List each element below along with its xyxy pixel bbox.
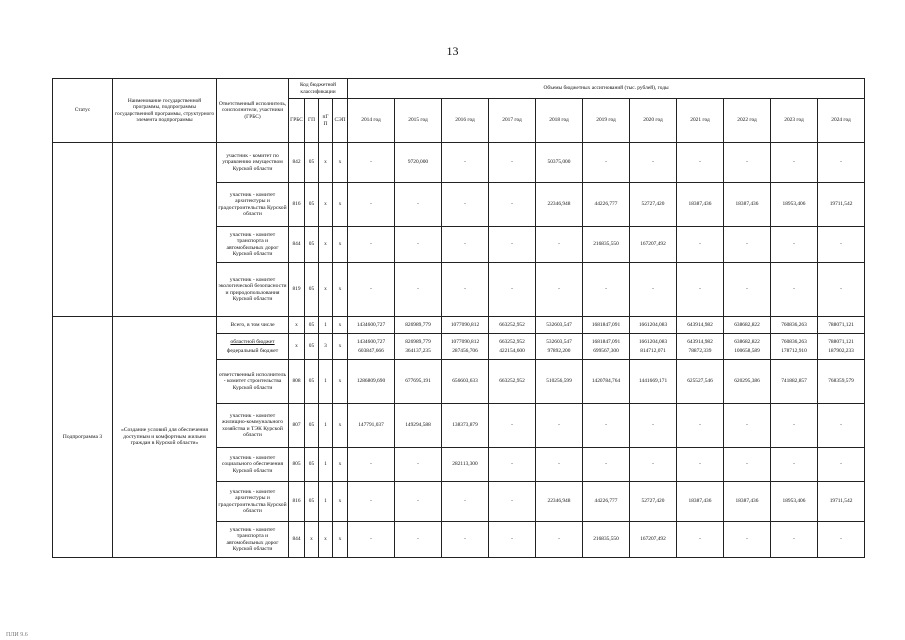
value-regional: 760836,263 [781, 339, 807, 346]
value-cell: - [818, 143, 865, 183]
value-cell: 52727,420 [630, 482, 677, 522]
value-cell: - [724, 522, 771, 558]
value-federal: 187902,233 [828, 347, 854, 354]
value-cell: 44226,777 [583, 482, 630, 522]
footer-mark: ПЛИ 9.6 [6, 632, 28, 638]
value-cell: 510256,599 [536, 360, 583, 404]
code-cell: х [319, 227, 333, 263]
value-cell: - [724, 404, 771, 448]
value-cell-split [395, 334, 442, 360]
value-cell: - [489, 183, 536, 227]
value-cell: - [583, 143, 630, 183]
executor-cell: участник - комитет жилищно-коммунального хозяйства и ТЭК Курской области [217, 404, 289, 448]
code-cell: 1 [319, 404, 333, 448]
code-cell: х [319, 522, 333, 558]
value-regional: 788071,121 [828, 339, 854, 346]
code-cell: 816 [289, 482, 305, 522]
value-cell: 22346,948 [536, 482, 583, 522]
header-year: 2020 год [630, 99, 677, 143]
executor-cell: участник - комитет архитектуры и градостроительства Курской области [217, 482, 289, 522]
value-cell: - [630, 404, 677, 448]
executor-cell: Всего, в том числе [217, 317, 289, 334]
value-cell: - [630, 143, 677, 183]
value-cell: 638682,822 [724, 317, 771, 334]
value-cell: - [395, 227, 442, 263]
value-cell: 138373,879 [442, 404, 489, 448]
value-cell: - [724, 143, 771, 183]
value-cell: - [724, 448, 771, 482]
value-cell: - [724, 227, 771, 263]
header-amount-group: Объемы бюджетных ассигнований (тыс. рублей), годы [348, 79, 865, 99]
value-cell: - [442, 482, 489, 522]
code-cell: х [333, 522, 348, 558]
value-cell: - [818, 448, 865, 482]
value-cell: 1434600,727 [348, 317, 395, 334]
code-cell: х [333, 482, 348, 522]
value-cell: - [348, 227, 395, 263]
subprogram-name: «Создание условий для обеспечения доступным и комфортным жильем граждан в Курской области» [113, 317, 217, 558]
code-cell: 842 [289, 143, 305, 183]
value-cell: - [442, 183, 489, 227]
value-cell: - [489, 263, 536, 317]
value-cell: - [771, 404, 818, 448]
value-cell: 9720,000 [395, 143, 442, 183]
code-cell: 816 [289, 183, 305, 227]
header-code: ГРБС [289, 99, 305, 143]
value-cell: - [818, 522, 865, 558]
value-cell: 18387,436 [677, 183, 724, 227]
value-cell: 18953,406 [771, 482, 818, 522]
value-cell: 768359,579 [818, 360, 865, 404]
value-cell: - [442, 227, 489, 263]
value-cell: - [677, 404, 724, 448]
header-year: 2019 год [583, 99, 630, 143]
value-cell: 741882,857 [771, 360, 818, 404]
code-cell: 807 [289, 404, 305, 448]
value-federal: 814712,071 [640, 347, 666, 354]
value-cell: 216835,550 [583, 522, 630, 558]
value-cell: - [395, 482, 442, 522]
code-cell: х [333, 334, 348, 360]
code-cell: 844 [289, 227, 305, 263]
value-cell-split [536, 334, 583, 360]
value-cell: - [771, 143, 818, 183]
code-cell: 05 [305, 143, 319, 183]
code-cell: 05 [305, 334, 319, 360]
value-cell: 19711,542 [818, 183, 865, 227]
code-cell: х [319, 143, 333, 183]
value-cell: 52727,420 [630, 183, 677, 227]
value-cell: - [536, 263, 583, 317]
value-cell: 167207,492 [630, 227, 677, 263]
value-cell: 1661204,083 [630, 317, 677, 334]
header-year: 2018 год [536, 99, 583, 143]
value-cell: 216835,550 [583, 227, 630, 263]
page-number: 13 [446, 44, 459, 58]
code-cell: х [289, 334, 305, 360]
value-cell-split [771, 334, 818, 360]
value-cell: - [348, 482, 395, 522]
value-cell: 656603,633 [442, 360, 489, 404]
value-cell: - [536, 404, 583, 448]
header-year: 2024 год [818, 99, 865, 143]
value-cell: - [489, 404, 536, 448]
subprogram-status: Подпрограмма 3 [53, 317, 113, 558]
executor-cell: ответственный исполнитель - комитет строительства Курской области [217, 360, 289, 404]
value-cell: 788071,121 [818, 317, 865, 334]
code-cell: х [333, 263, 348, 317]
value-cell-split [818, 334, 865, 360]
header-executor: Ответственный исполнитель, соисполнители, участники (ГРБС) [217, 79, 289, 143]
value-cell: - [677, 263, 724, 317]
value-cell: - [442, 522, 489, 558]
header-year: 2016 год [442, 99, 489, 143]
value-cell: - [583, 263, 630, 317]
code-cell: х [333, 448, 348, 482]
code-cell: х [333, 360, 348, 404]
value-cell: - [677, 448, 724, 482]
code-cell: х [333, 227, 348, 263]
code-cell: 1 [319, 482, 333, 522]
value-cell: 18953,406 [771, 183, 818, 227]
code-cell: 844 [289, 522, 305, 558]
code-cell: х [333, 317, 348, 334]
table-header [53, 79, 865, 143]
value-cell: 50375,000 [536, 143, 583, 183]
value-cell: 1286809,690 [348, 360, 395, 404]
value-federal: 699567,300 [593, 347, 619, 354]
value-cell: - [348, 448, 395, 482]
value-cell: 282113,300 [442, 448, 489, 482]
code-cell: х [333, 404, 348, 448]
header-year: 2014 год [348, 99, 395, 143]
value-federal: 603847,666 [358, 347, 384, 354]
header-code: пГ П [319, 99, 333, 143]
value-regional: 826989,779 [405, 339, 431, 346]
value-cell: - [818, 227, 865, 263]
code-cell: 819 [289, 263, 305, 317]
value-cell: - [677, 522, 724, 558]
value-cell: 19711,542 [818, 482, 865, 522]
value-cell-split [630, 334, 677, 360]
value-cell: 1077090,812 [442, 317, 489, 334]
code-cell: 05 [305, 183, 319, 227]
value-cell: - [395, 263, 442, 317]
table-row [53, 317, 865, 334]
value-regional: 532603,547 [546, 339, 572, 346]
header-status: Статус [53, 79, 113, 143]
value-cell: - [348, 263, 395, 317]
value-cell: 663252,952 [489, 317, 536, 334]
header-program-name: Наименование государственной программы, подпрограммы государственной программы, структурного элемента подпрограммы [113, 79, 217, 143]
value-regional: 643914,982 [687, 339, 713, 346]
code-cell: 05 [305, 360, 319, 404]
value-regional: 663252,952 [499, 339, 525, 346]
value-cell: - [771, 227, 818, 263]
value-cell: - [489, 143, 536, 183]
code-cell: 1 [319, 360, 333, 404]
value-cell: - [395, 183, 442, 227]
value-cell-split [442, 334, 489, 360]
value-regional: 1077090,812 [450, 339, 480, 346]
header-code: ГП [305, 99, 319, 143]
code-cell: 05 [305, 482, 319, 522]
code-cell: 805 [289, 448, 305, 482]
code-cell: х [319, 183, 333, 227]
value-cell: 663252,952 [489, 360, 536, 404]
code-cell: х [319, 263, 333, 317]
value-cell: - [771, 448, 818, 482]
value-cell: - [348, 183, 395, 227]
value-cell: - [583, 448, 630, 482]
value-cell: 44226,777 [583, 183, 630, 227]
code-cell: х [333, 183, 348, 227]
code-cell: 3 [319, 334, 333, 360]
header-code: СЭП [333, 99, 348, 143]
value-cell: 620295,386 [724, 360, 771, 404]
value-cell: 1420784,764 [583, 360, 630, 404]
executor-cell: участник - комитет транспорта и автомобильных дорог Курской области [217, 227, 289, 263]
value-cell-split [489, 334, 536, 360]
value-cell: - [442, 143, 489, 183]
value-cell: 643914,982 [677, 317, 724, 334]
value-cell: 18387,436 [677, 482, 724, 522]
value-cell: 147791,037 [348, 404, 395, 448]
value-cell: 1681847,091 [583, 317, 630, 334]
value-cell: 22346,948 [536, 183, 583, 227]
value-cell: - [395, 448, 442, 482]
value-cell: - [677, 227, 724, 263]
value-regional: 1681847,091 [591, 339, 621, 346]
value-cell: - [630, 448, 677, 482]
code-cell: 808 [289, 360, 305, 404]
budget-table [52, 78, 865, 558]
value-cell: - [536, 448, 583, 482]
value-cell: - [489, 482, 536, 522]
value-cell: 18387,436 [724, 183, 771, 227]
value-federal: 287456,706 [452, 347, 478, 354]
value-cell: - [818, 404, 865, 448]
value-cell: 532603,547 [536, 317, 583, 334]
code-cell: 05 [305, 404, 319, 448]
header-year: 2022 год [724, 99, 771, 143]
code-cell: 05 [305, 448, 319, 482]
header-year: 2021 год [677, 99, 724, 143]
code-cell: 05 [305, 263, 319, 317]
code-cell: 05 [305, 227, 319, 263]
value-cell: 760836,263 [771, 317, 818, 334]
value-cell-split [677, 334, 724, 360]
executor-cell-split [217, 334, 289, 360]
executor-cell: участник - комитет транспорта и автомобильных дорог Курской области [217, 522, 289, 558]
header-year: 2017 год [489, 99, 536, 143]
value-cell: - [348, 143, 395, 183]
value-cell: - [630, 263, 677, 317]
code-cell: 1 [319, 448, 333, 482]
value-cell: 1441669,171 [630, 360, 677, 404]
header-year: 2015 год [395, 99, 442, 143]
value-cell: - [771, 263, 818, 317]
value-cell: 625527,546 [677, 360, 724, 404]
value-cell: - [818, 263, 865, 317]
value-regional: 1434600,727 [356, 339, 386, 346]
executor-cell: участник - комитет экологической безопасности и природопользования Курской области [217, 263, 289, 317]
value-federal: 364137,235 [405, 347, 431, 354]
value-cell: - [395, 522, 442, 558]
status-cell-empty [53, 143, 113, 317]
code-cell: х [305, 522, 319, 558]
value-cell: - [583, 404, 630, 448]
value-cell: - [677, 143, 724, 183]
value-cell-split [348, 334, 395, 360]
value-cell: - [536, 227, 583, 263]
value-federal: 97892,200 [547, 347, 571, 354]
value-cell: - [489, 522, 536, 558]
value-federal: 422154,600 [499, 347, 525, 354]
value-cell: - [771, 522, 818, 558]
header-year: 2023 год [771, 99, 818, 143]
value-cell: - [442, 263, 489, 317]
value-regional: 638682,822 [734, 339, 760, 346]
executor-federal-budget: федеральный бюджет [226, 347, 279, 354]
code-cell: х [333, 143, 348, 183]
code-cell: 05 [305, 317, 319, 334]
value-cell: 18387,436 [724, 482, 771, 522]
value-cell: 677695,191 [395, 360, 442, 404]
code-cell: х [289, 317, 305, 334]
table-row [53, 143, 865, 183]
value-cell: - [536, 522, 583, 558]
program-name-cell-empty [113, 143, 217, 317]
value-cell: - [348, 522, 395, 558]
header-code-group: Код бюджетной классификации [289, 79, 348, 99]
executor-cell: участник - комитет социального обеспечения Курской области [217, 448, 289, 482]
value-cell: - [724, 263, 771, 317]
value-cell: - [489, 227, 536, 263]
value-regional: 1661204,083 [638, 339, 668, 346]
executor-regional-budget: областной бюджет [230, 339, 275, 346]
value-federal: 178712,910 [781, 347, 807, 354]
table-body [53, 143, 865, 558]
value-federal: 78872,339 [688, 347, 712, 354]
value-cell: 826989,779 [395, 317, 442, 334]
value-cell-split [583, 334, 630, 360]
executor-cell: участник - комитет по управлению имуществом Курской области [217, 143, 289, 183]
executor-cell: участник - комитет архитектуры и градостроительства Курской области [217, 183, 289, 227]
value-cell: 149294,588 [395, 404, 442, 448]
value-cell-split [724, 334, 771, 360]
value-cell: - [489, 448, 536, 482]
value-federal: 100658,589 [734, 347, 760, 354]
value-cell: 167207,492 [630, 522, 677, 558]
code-cell: 1 [319, 317, 333, 334]
